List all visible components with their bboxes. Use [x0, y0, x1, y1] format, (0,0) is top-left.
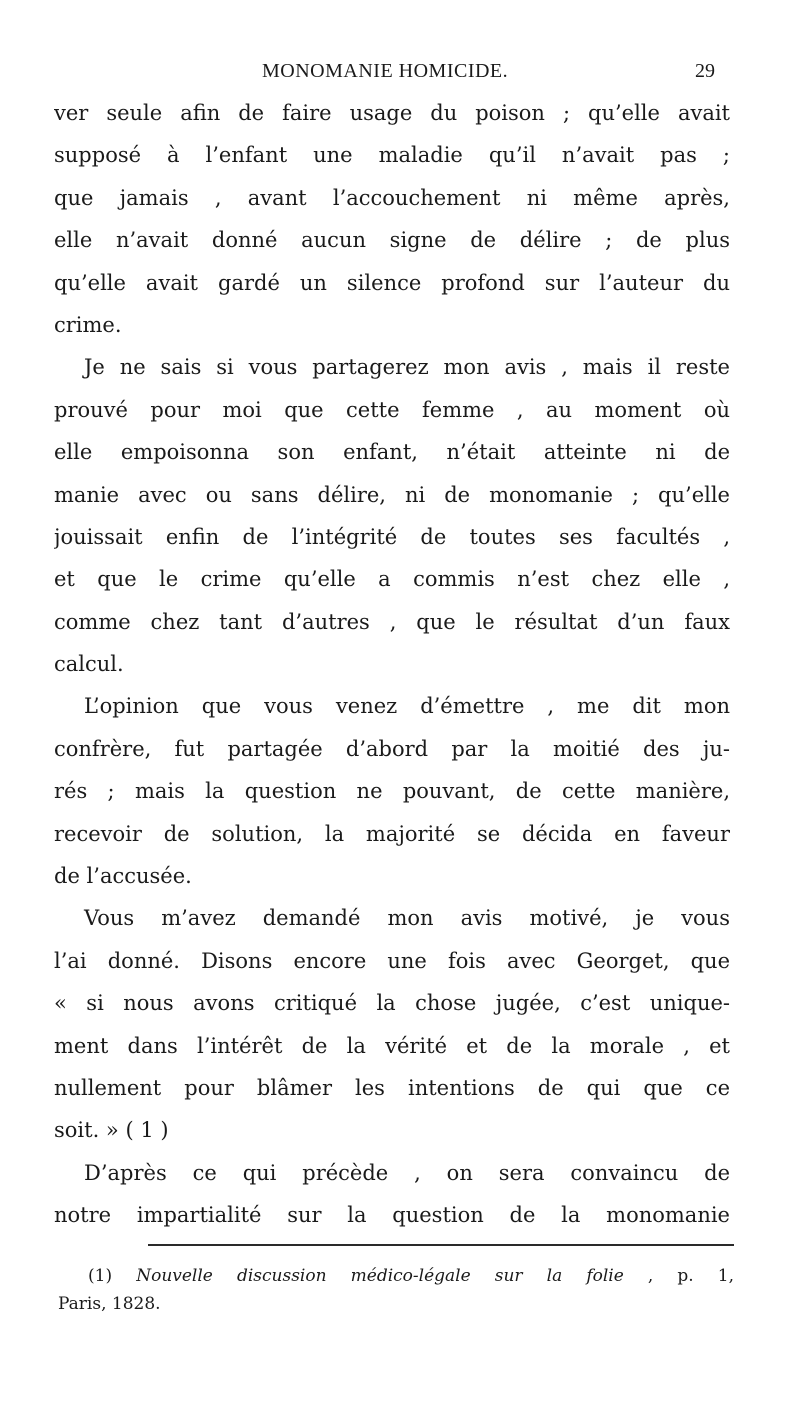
- text-line: elle n’avait donné aucun signe de délire ; de plus: [54, 228, 730, 253]
- footnote-title: Nouvelle discussion médico-légale sur la folie: [136, 1266, 624, 1286]
- text-line: D’après ce qui précède , on sera convaincu de: [84, 1160, 730, 1185]
- text-line: notre impartialité sur la question de la monomanie: [54, 1203, 730, 1228]
- text-line: manie avec ou sans délire, ni de monomanie ; qu’elle: [54, 482, 730, 507]
- text-line: recevoir de solution, la majorité se décida en faveur: [54, 821, 730, 846]
- text-line: elle empoisonna son enfant, n’était atteinte ni de: [54, 440, 730, 465]
- footnote-line: [58, 1262, 734, 1290]
- text-line: rés ; mais la question ne pouvant, de cette manière,: [54, 779, 730, 804]
- text-line: nullement pour blâmer les intentions de qui que ce: [54, 1075, 730, 1100]
- text-line: et que le crime qu’elle a commis n’est chez elle ,: [54, 567, 730, 592]
- text-line: soit. » ( 1 ): [54, 1118, 169, 1143]
- text-line: crime.: [54, 312, 122, 337]
- text-line: L’opinion que vous venez d’émettre , me dit mon: [84, 694, 730, 719]
- text-line: ver seule afin de faire usage du poison ; qu’elle avait: [54, 101, 730, 125]
- footnote-divider: [148, 1244, 734, 1246]
- page-number: 29: [695, 60, 715, 82]
- text-line: qu’elle avait gardé un silence profond sur l’auteur du: [54, 270, 730, 295]
- text-line: l’ai donné. Disons encore une fois avec Georget, que: [54, 948, 730, 973]
- footnote: [58, 1262, 734, 1318]
- running-title: MONOMANIE HOMICIDE.: [262, 60, 509, 82]
- footnote-imprint: Paris, 1828.: [58, 1294, 161, 1314]
- text-line: Je ne sais si vous partagerez mon avis , mais il reste: [84, 355, 730, 380]
- footnote-page-ref: , p. 1,: [647, 1266, 735, 1286]
- body-text: [54, 92, 730, 1237]
- text-line: « si nous avons critiqué la chose jugée, c’est unique-: [54, 991, 730, 1016]
- page-header: [262, 54, 715, 90]
- footnote-marker: (1): [88, 1266, 113, 1286]
- footnote-line: [58, 1290, 734, 1318]
- text-line: supposé à l’enfant une maladie qu’il n’avait pas ;: [54, 143, 730, 168]
- text-line: Vous m’avez demandé mon avis motivé, je vous: [84, 906, 730, 931]
- text-line: que jamais , avant l’accouchement ni même après,: [54, 185, 730, 210]
- text-line: prouvé pour moi que cette femme , au moment où: [54, 397, 730, 422]
- text-line: confrère, fut partagée d’abord par la moitié des ju-: [54, 736, 730, 761]
- text-line: calcul.: [54, 652, 124, 677]
- text-line: jouissait enfin de l’intégrité de toutes ses facultés ,: [54, 524, 730, 549]
- text-line: de l’accusée.: [54, 864, 192, 889]
- text-line: comme chez tant d’autres , que le résultat d’un faux: [54, 609, 730, 634]
- text-line: ment dans l’intérêt de la vérité et de la morale , et: [54, 1033, 730, 1058]
